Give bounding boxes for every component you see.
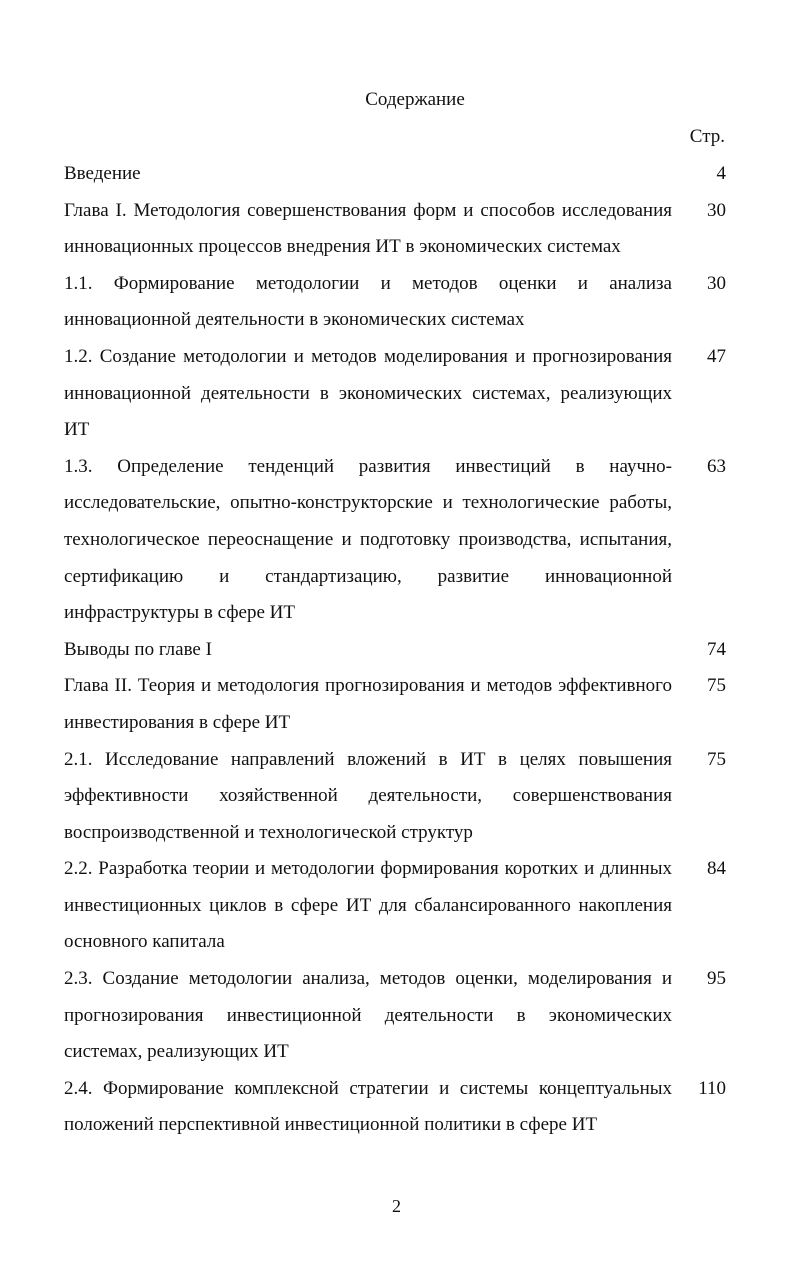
toc-entry-section-2-3[interactable] xyxy=(64,961,726,1071)
toc-entry-text: 1.1. Формирование методологии и методов оценки и анализа инновационной деятельности в экономических системах xyxy=(64,272,672,331)
toc-entry-page: 63 xyxy=(707,455,726,477)
toc-entry-section-1-3[interactable] xyxy=(64,449,726,632)
toc-entry-section-2-1[interactable] xyxy=(64,742,726,852)
toc-entry-text: Глава II. Теория и методология прогнозирования и методов эффективного инвестирования в сфере ИТ xyxy=(64,675,672,733)
toc-entry-text: 1.2. Создание методологии и методов моделирования и прогнозирования инновационной деятельности в экономических системах, реализующих ИТ xyxy=(64,345,672,441)
toc-entry-page: 75 xyxy=(707,675,726,697)
toc-entry-section-2-2[interactable] xyxy=(64,851,726,961)
table-of-contents xyxy=(64,156,726,1144)
page-title: Содержание xyxy=(365,89,465,110)
toc-entry-text: Глава I. Методология совершенствования форм и способов исследования инновационных процессов внедрения ИТ в экономических системах xyxy=(64,199,672,258)
toc-entry-text: Введение xyxy=(64,163,141,184)
toc-entry-page: 30 xyxy=(707,199,726,221)
toc-entry-section-1-1[interactable] xyxy=(64,266,726,339)
toc-entry-page: 95 xyxy=(707,968,726,990)
toc-entry-page: 30 xyxy=(707,272,726,294)
toc-entry-section-1-2[interactable] xyxy=(64,339,726,449)
toc-entry-page: 4 xyxy=(716,163,726,184)
toc-entry-page: 84 xyxy=(707,858,726,880)
toc-entry-text: 1.3. Определение тенденций развития инвестиций в научно-исследовательские, опытно-конструкторские и технологические работы, технологическое переоснащение и подготовку производства, испытания, сертификацию и стандартизацию, развитие инновационной инфраструктуры в сфере ИТ xyxy=(64,455,672,624)
page-number: 2 xyxy=(392,1196,401,1216)
toc-entry-text: 2.4. Формирование комплексной стратегии и системы концептуальных положений перспективной инвестиционной политики в сфере ИТ xyxy=(64,1077,672,1136)
toc-entry-text: 2.1. Исследование направлений вложений в ИТ в целях повышения эффективности хозяйственной деятельности, совершенствования воспроизводственной и технологической структур xyxy=(64,748,672,843)
toc-entry-section-2-4[interactable] xyxy=(64,1071,726,1144)
toc-entry-page: 75 xyxy=(707,748,726,770)
toc-entry-page: 110 xyxy=(698,1077,726,1099)
toc-entry-introduction[interactable] xyxy=(64,156,726,193)
toc-entry-chapter-1[interactable] xyxy=(64,193,726,266)
page-column-label: Стр. xyxy=(689,126,725,147)
toc-entry-page: 47 xyxy=(707,345,726,367)
toc-entry-chapter-2[interactable] xyxy=(64,668,726,741)
toc-entry-text: 2.3. Создание методологии анализа, методов оценки, моделирования и прогнозирования инвестиционной деятельности в экономических системах, реализующих ИТ xyxy=(64,968,672,1063)
toc-entry-conclusions-1[interactable] xyxy=(64,632,726,669)
toc-entry-text: Выводы по главе I xyxy=(64,638,212,660)
toc-entry-text: 2.2. Разработка теории и методологии формирования коротких и длинных инвестиционных циклов в сфере ИТ для сбалансированного накопления основного капитала xyxy=(64,858,672,953)
toc-entry-page: 74 xyxy=(707,638,726,660)
